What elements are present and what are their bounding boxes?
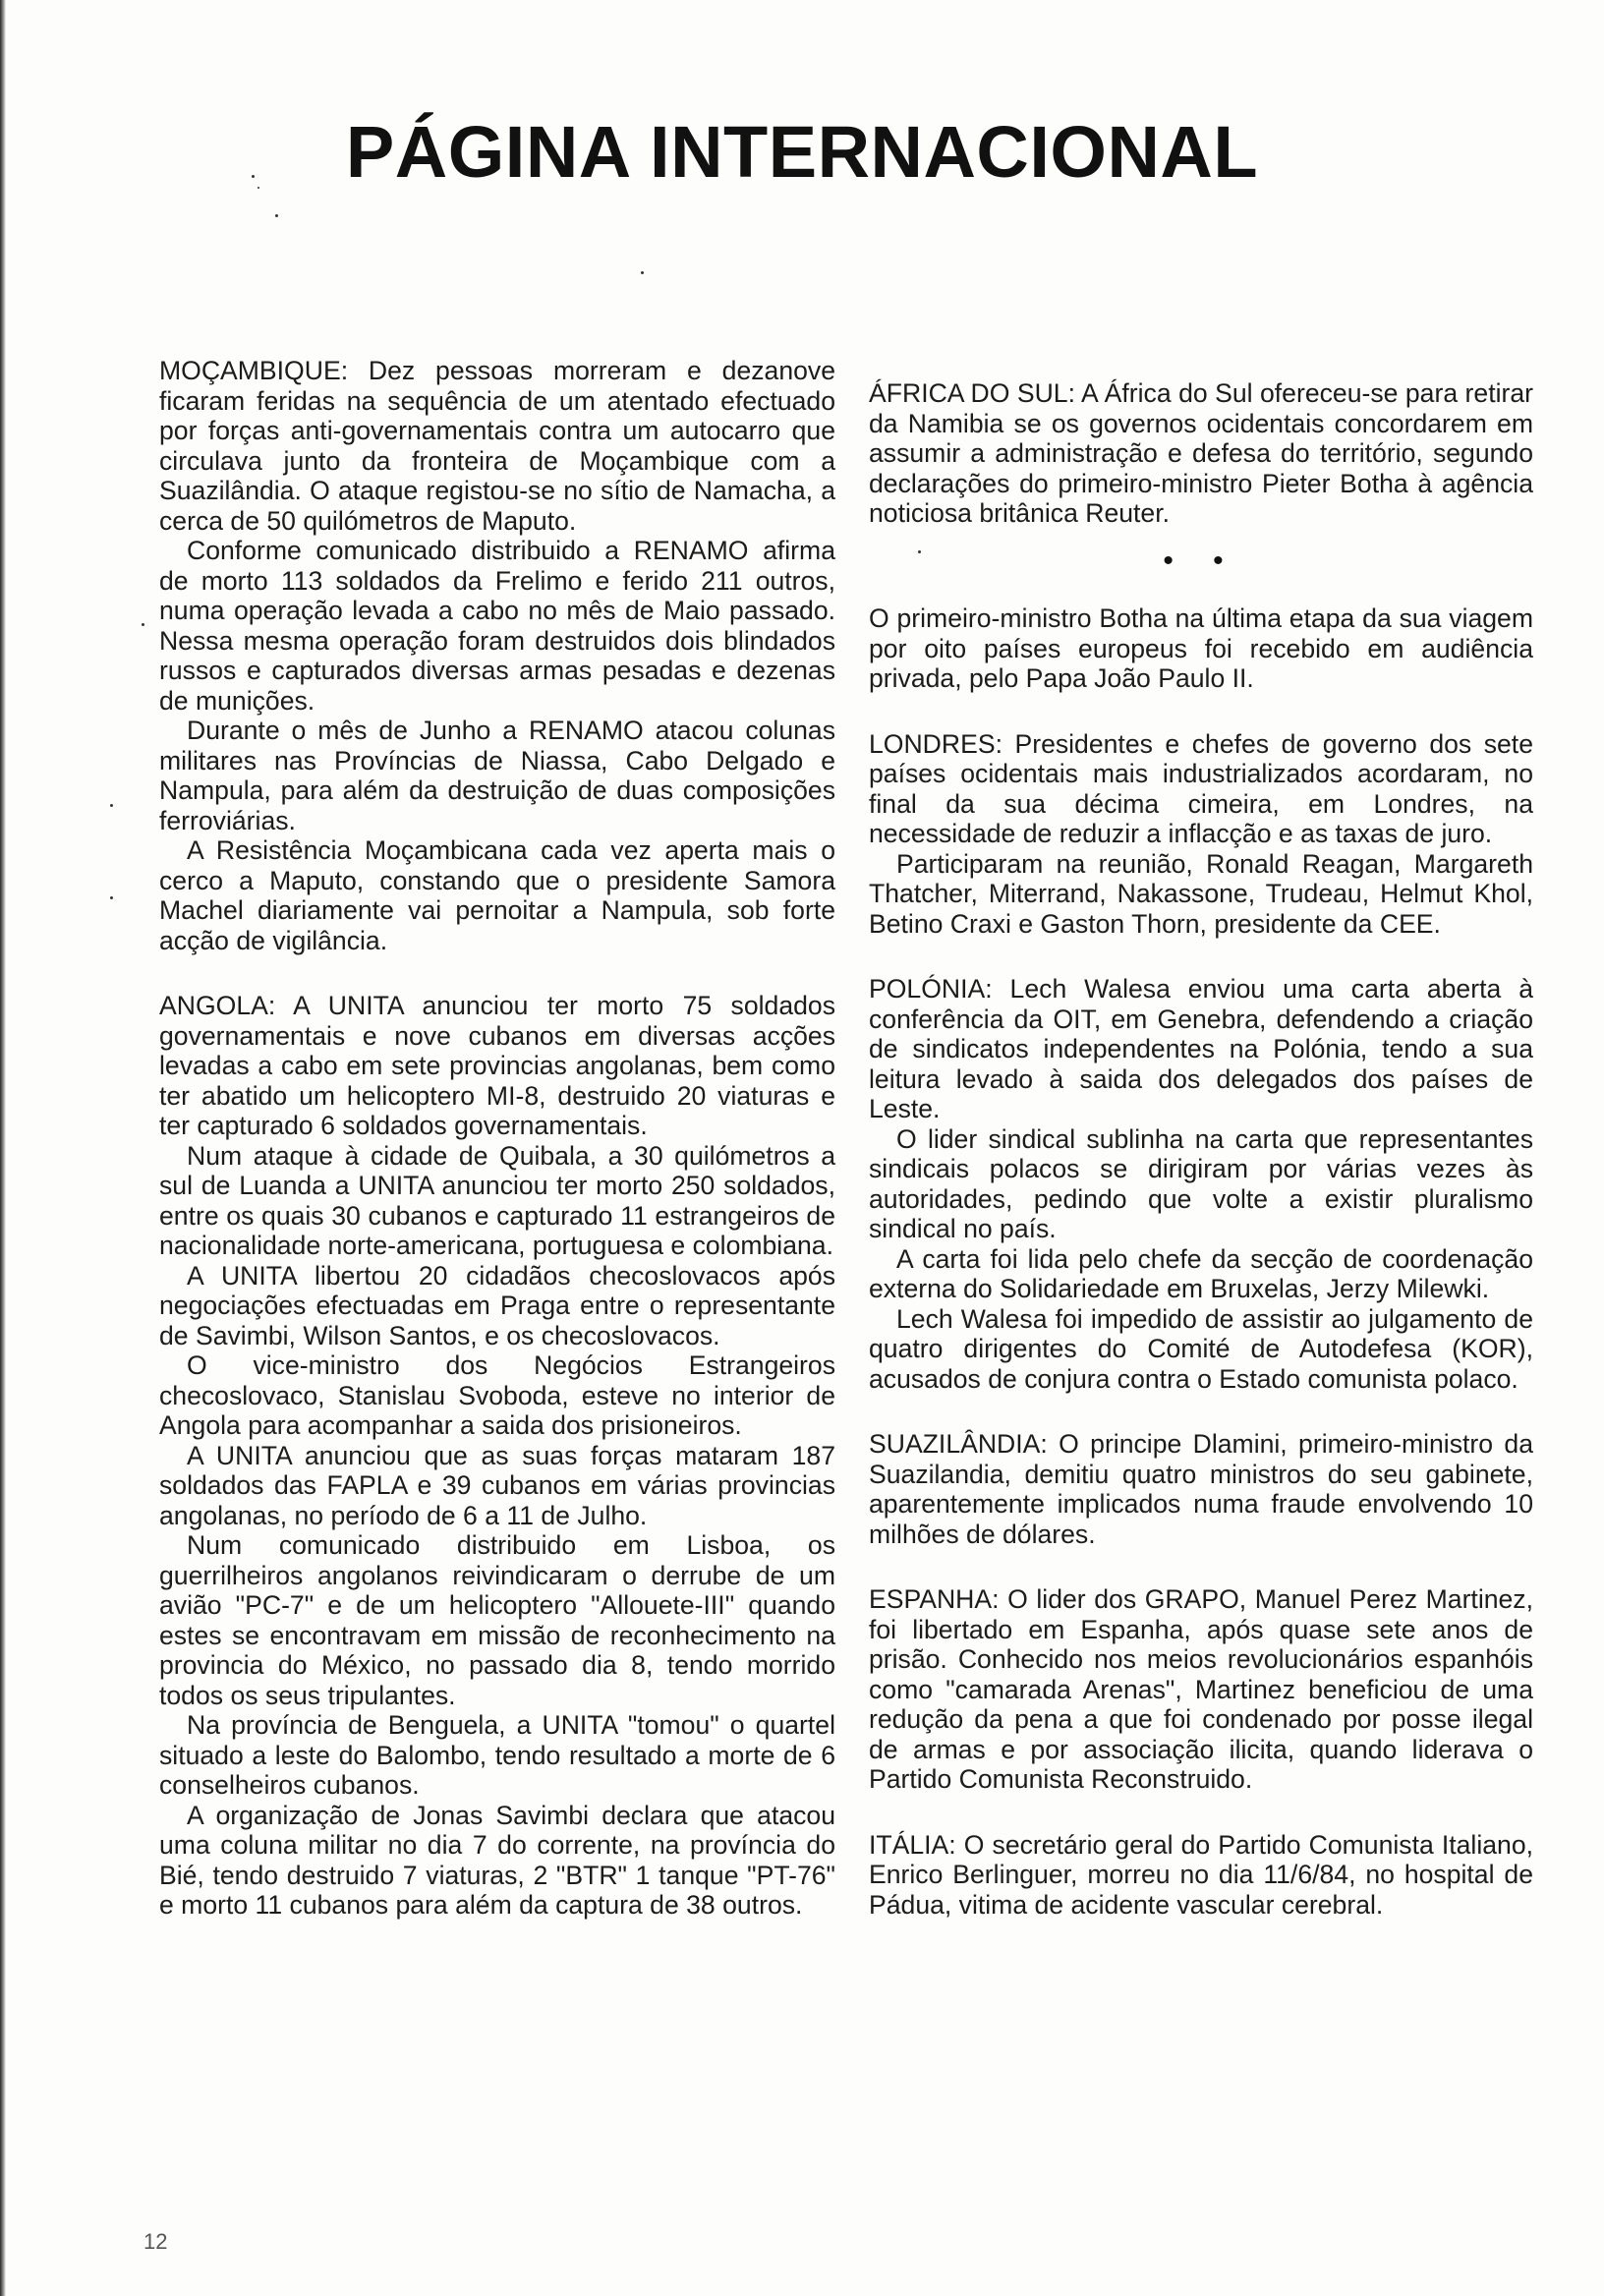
print-speck [110, 804, 113, 807]
article-paragraph: Num ataque à cidade de Quibala, a 30 quilómetros a sul de Luanda a UNITA anunciou ter morto 250 soldados, entre os quais 30 cubanos e capturado 11 estrangeiros de nacionalidade norte-americana, portuguesa e colombiana. [159, 1140, 835, 1260]
article-paragraph: ITÁLIA: O secretário geral do Partido Comunista Italiano, Enrico Berlinguer, morreu no dia 11/6/84, no hospital de Pádua, vitima de acidente vascular cerebral. [869, 1829, 1533, 1920]
article-mocambique [159, 356, 835, 955]
right-column [869, 378, 1533, 1955]
print-speck [258, 187, 259, 189]
section-divider: • • [1163, 544, 1239, 577]
article-africa-do-sul [869, 378, 1533, 529]
article-paragraph: Participaram na reunião, Ronald Reagan, Margareth Thatcher, Miterrand, Nakassone, Trudeau, Helmut Khol, Betino Craxi e Gaston Thorn, presidente da CEE. [869, 848, 1533, 939]
article-paragraph: O primeiro-ministro Botha na última etapa da sua viagem por oito países europeus foi recebido em audiência privada, pelo Papa João Paulo II. [869, 603, 1533, 693]
article-paragraph: ÁFRICA DO SUL: A África do Sul ofereceu-se para retirar da Namibia se os governos ocidentais concordarem em assumir a administração e defesa do território, segundo declarações do primeiro-ministro Pieter Botha à agência noticiosa britânica Reuter. [869, 378, 1533, 528]
article-paragraph: MOÇAMBIQUE: Dez pessoas morreram e dezanove ficaram feridas na sequência de um atentado efectuado por forças anti-governamentais contra um autocarro que circulava junto da fronteira de Moçambique com a Suazilândia. O ataque registou-se no sítio de Namacha, a cerca de 50 quilómetros de Maputo. [159, 356, 835, 536]
article-paragraph: Na província de Benguela, a UNITA "tomou" o quartel situado a leste do Balombo, tendo resultado a morte de 6 conselheiros cubanos. [159, 1710, 835, 1800]
print-speck [142, 623, 144, 626]
article-paragraph: POLÓNIA: Lech Walesa enviou uma carta aberta à conferência da OIT, em Genebra, defendendo a criação de sindicatos independentes na Polónia, tendo a sua leitura levado à saida dos delegados dos países de Leste. [869, 974, 1533, 1123]
article-paragraph: A Resistência Moçambicana cada vez aperta mais o cerco a Maputo, constando que o presidente Samora Machel diariamente vai pernoitar a Nampula, sob forte acção de vigilância. [159, 835, 835, 955]
article-paragraph: Num comunicado distribuido em Lisboa, os guerrilheiros angolanos reivindicaram o derrube de um avião "PC-7" e de um helicoptero "Allouete-III" quando estes se encontravam em missão de reconhecimento na provincia do México, no passado dia 8, tendo morrido todos os seus tripulantes. [159, 1530, 835, 1710]
article-paragraph: A organização de Jonas Savimbi declara que atacou uma coluna militar no dia 7 do corrente, na província do Bié, tendo destruido 7 viaturas, 2 "BTR" 1 tanque "PT-76" e morto 11 cubanos para além da captura de 38 outros. [159, 1800, 835, 1920]
article-angola [159, 991, 835, 1921]
page-title: PÁGINA INTERNACIONAL [345, 111, 1259, 193]
print-speck [275, 214, 278, 217]
article-paragraph: LONDRES: Presidentes e chefes de governo dos sete países ocidentais mais industrializados acordaram, no final da sua décima cimeira, em Londres, na necessidade de reduzir a inflacção e as taxas de juro. [869, 728, 1533, 848]
article-paragraph: ESPANHA: O lider dos GRAPO, Manuel Perez Martinez, foi libertado em Espanha, após quase sete anos de prisão. Conhecido nos meios revolucionários espanhóis como "camarada Arenas", Martinez beneficiou de uma redução da pena a que foi condenado por posse ilegal de armas e por associação ilicita, quando liderava o Partido Comunista Reconstruido. [869, 1584, 1533, 1794]
article-paragraph: A UNITA libertou 20 cidadãos checoslovacos após negociações efectuadas em Praga entre o representante de Savimbi, Wilson Santos, e os checoslovacos. [159, 1260, 835, 1350]
print-speck [641, 271, 644, 274]
article-paragraph: ANGOLA: A UNITA anunciou ter morto 75 soldados governamentais e nove cubanos em diversas acções levadas a cabo em sete provincias angolanas, bem como ter abatido um helicoptero MI-8, destruido 20 viaturas e ter capturado 6 soldados governamentais. [159, 991, 835, 1140]
article-espanha [869, 1584, 1533, 1795]
article-polonia [869, 974, 1533, 1394]
print-speck [252, 175, 255, 178]
article-paragraph: A carta foi lida pelo chefe da secção de coordenação externa do Solidariedade em Bruxelas, Jerzy Milewki. [869, 1243, 1533, 1303]
article-londres [869, 729, 1533, 940]
article-paragraph: A UNITA anunciou que as suas forças mataram 187 soldados das FAPLA e 39 cubanos em várias provincias angolanas, no período de 6 a 11 de Julho. [159, 1440, 835, 1530]
print-speck [110, 896, 113, 899]
article-paragraph: SUAZILÂNDIA: O principe Dlamini, primeiro-ministro da Suazilandia, demitiu quatro ministros do seu gabinete, aparentemente implicados numa fraude envolvendo 10 milhões de dólares. [869, 1429, 1533, 1549]
article-paragraph: O vice-ministro dos Negócios Estrangeiros checoslovaco, Stanislau Svoboda, esteve no interior de Angola para acompanhar a saida dos prisioneiros. [159, 1350, 835, 1440]
article-paragraph: Durante o mês de Junho a RENAMO atacou colunas militares nas Províncias de Niassa, Cabo Delgado e Nampula, para além da destruição de duas composições ferroviárias. [159, 716, 835, 835]
page-edge-shadow [0, 0, 6, 2296]
article-italia [869, 1830, 1533, 1921]
article-suazilandia [869, 1429, 1533, 1549]
article-paragraph: Lech Walesa foi impedido de assistir ao julgamento de quatro dirigentes do Comité de Autodefesa (KOR), acusados de conjura contra o Estado comunista polaco. [869, 1303, 1533, 1394]
page-number: 12 [143, 2229, 168, 2254]
article-paragraph: Conforme comunicado distribuido a RENAMO afirma de morto 113 soldados da Frelimo e ferido 211 outros, numa operação levada a cabo no mês de Maio passado. Nessa mesma operação foram destruidos dois blindados russos e capturados diversas armas pesadas e dezenas de munições. [159, 536, 835, 716]
article-botha-papa [869, 603, 1533, 694]
left-column [159, 356, 835, 1956]
article-paragraph: O lider sindical sublinha na carta que representantes sindicais polacos se dirigiram por várias vezes às autoridades, pedindo que volte a existir pluralismo sindical no país. [869, 1123, 1533, 1243]
